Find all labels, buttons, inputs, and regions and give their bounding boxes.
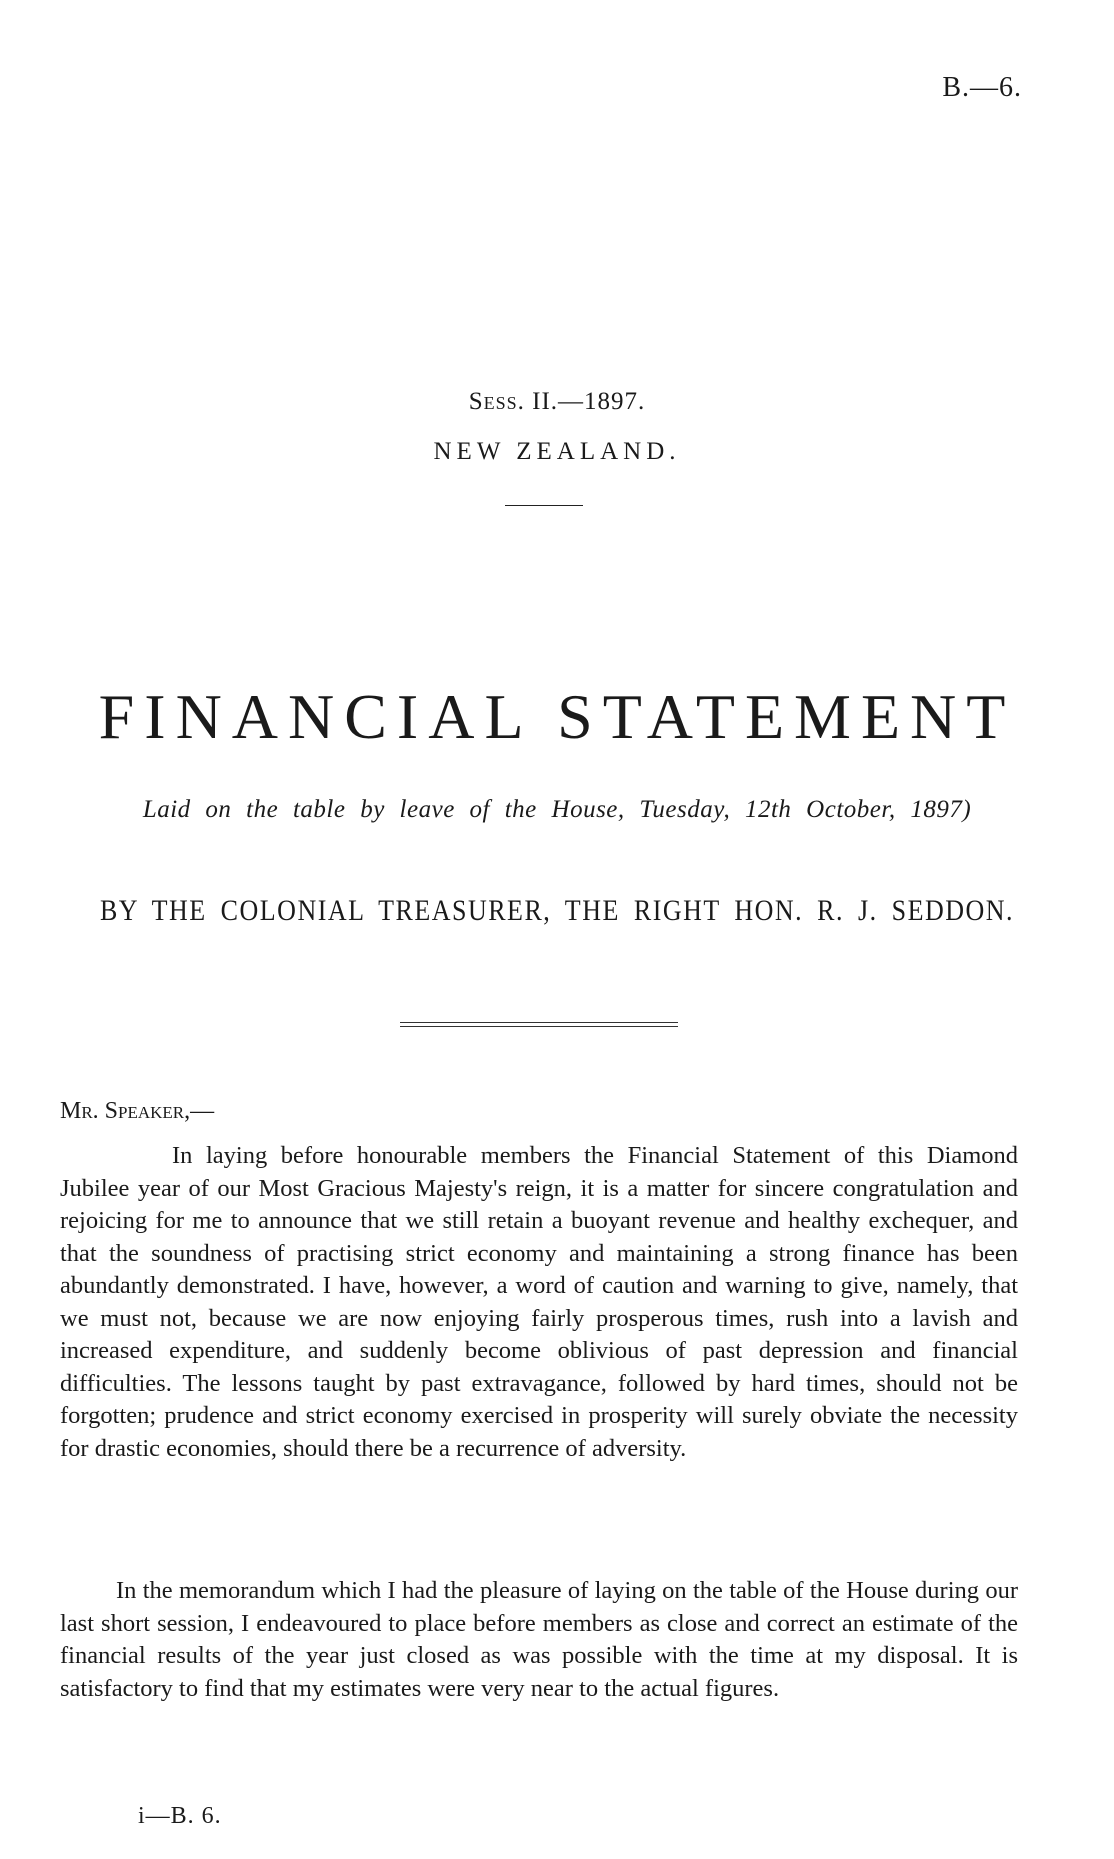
country-heading: NEW ZEALAND.: [433, 438, 681, 465]
session-label: Sess.: [468, 388, 525, 415]
session-line: [0, 388, 1114, 416]
salutation: Mr. Speaker,—: [60, 1098, 215, 1124]
document-subtitle: Laid on the table by leave of the House, Tuesday, 12th October, 1897): [142, 796, 972, 823]
page-reference: i—B. 6.: [138, 1803, 222, 1829]
document-reference: B.—6.: [942, 72, 1022, 103]
body-paragraph: In laying before honourable members the Financial Statement of this Diamond Jubilee year of our Most Gracious Majesty's reign, it is a matter for sincere congratulation and rejoicing for me to announce that we still retain a buoyant revenue and healthy exchequer, and that the soundness of practising strict economy and maintaining a strong finance has been abundantly demonstrated. I have, however, a word of caution and warning to give, namely, that we must not, because we are now enjoying fairly prosperous times, rush into a lavish and increased expenditure, and suddenly become oblivious of past depression and financial difficulties. The lessons taught by past extravagance, followed by hard times, should not be forgotten; prudence and strict economy exercised in prosperity will surely obviate the necessity for drastic economies, should there be a recurrence of adversity.: [60, 1142, 1018, 1462]
session-number: II.—1897.: [524, 388, 646, 415]
divider-rule: [505, 505, 583, 506]
document-title: FINANCIAL STATEMENT: [98, 681, 1016, 752]
author-line: BY THE COLONIAL TREASURER, THE RIGHT HON. R. J. SEDDON.: [99, 893, 1015, 928]
double-divider-rule: [400, 1022, 678, 1027]
body-paragraph: In the memorandum which I had the pleasure of laying on the table of the House during our last short session, I endeavoured to place before members as close and correct an estimate of the financial results of the year just closed as was possible with the time at my disposal. It is satisfactory to find that my estimates were very near to the actual figures.: [60, 1577, 1018, 1702]
